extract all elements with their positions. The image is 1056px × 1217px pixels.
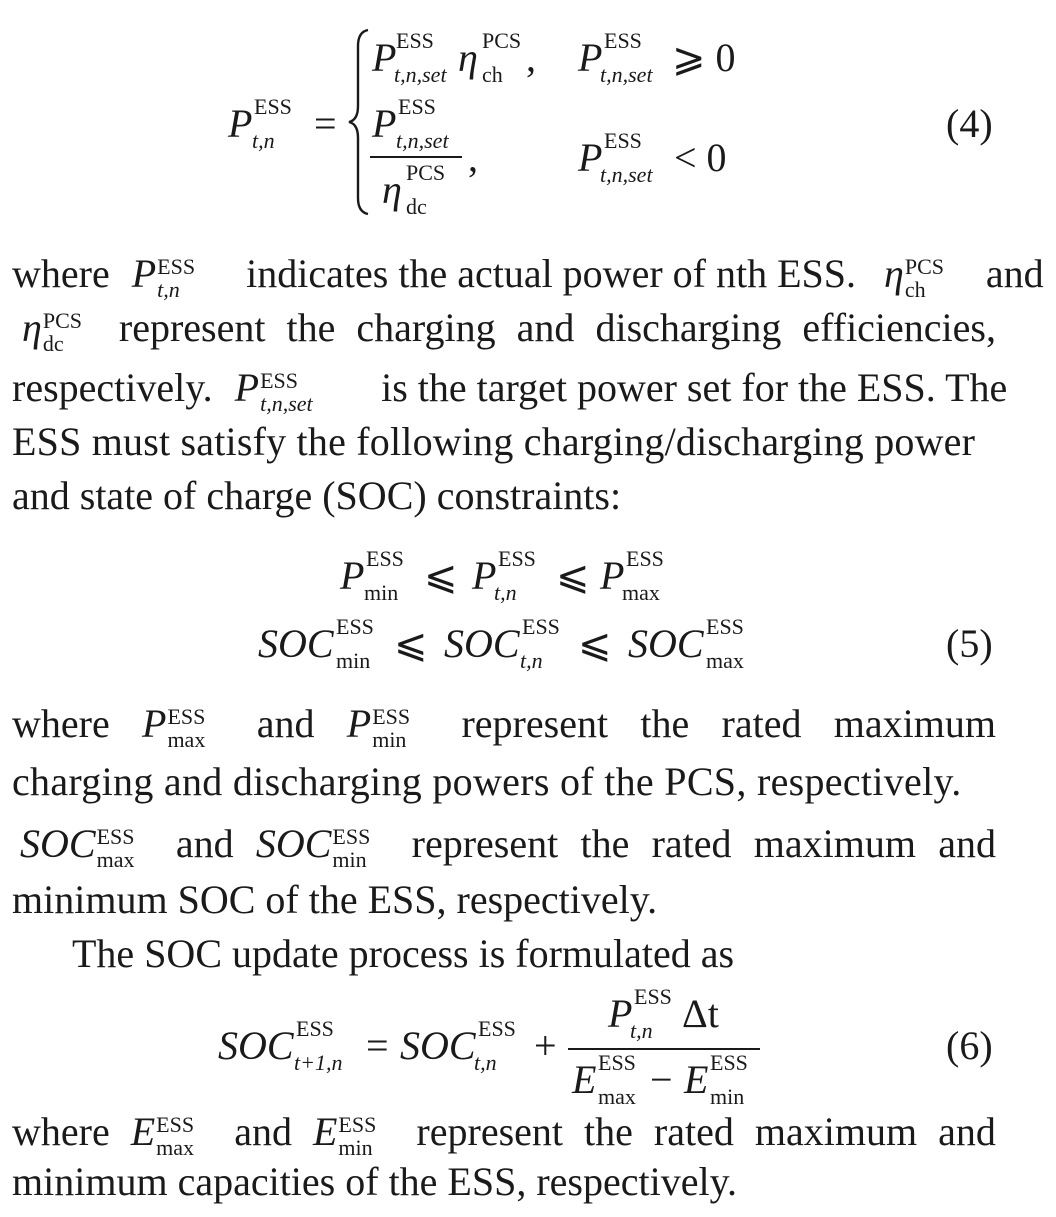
symbol-sub: t,n	[157, 276, 180, 302]
eq6-lhs-sup: ESS	[296, 1016, 334, 1041]
eq4-case1-cond-sup: ESS	[604, 28, 642, 53]
word: and	[938, 1109, 996, 1154]
eq5-r1-c-sub: max	[622, 580, 660, 605]
symbol-base: P	[131, 251, 157, 296]
eq6-plus: +	[534, 1023, 557, 1068]
word: and	[256, 701, 315, 746]
eq4-case2-cond-op: < 0	[674, 135, 727, 180]
symbol-sup: ESS	[96, 823, 135, 849]
eq4-eta-dc-sup: PCS	[406, 160, 446, 185]
eq5-r1-op1: ⩽	[424, 553, 458, 598]
symbol-sub: max	[156, 1134, 195, 1160]
para1-line-2	[12, 304, 996, 356]
equation-number-4: (4)	[946, 101, 993, 146]
eq4-case1-symbol: P	[372, 35, 397, 80]
word: charging	[356, 305, 496, 350]
eq6-den-E-min: E	[684, 1057, 709, 1102]
eq6-lhs: SOC	[218, 1023, 294, 1068]
eq5-r2-a: SOC	[258, 621, 334, 666]
word: rated	[721, 701, 802, 746]
eq6-equals: =	[366, 1023, 389, 1068]
eq6-rhs-soc: SOC	[400, 1023, 476, 1068]
eq6-den-b-sup: ESS	[710, 1050, 748, 1075]
word: maximum	[754, 1109, 918, 1154]
eq5-r2-c-sup: ESS	[706, 614, 744, 639]
symbol-sub: ch	[904, 276, 926, 302]
eq4-lhs-symbol: P	[228, 101, 253, 146]
symbol-base: η	[22, 305, 42, 350]
eq4-eta-ch-sub: ch	[482, 62, 503, 87]
eq4-lhs-sub: t,n	[252, 128, 275, 153]
left-brace-icon	[346, 28, 372, 216]
inline-symbol-P-max	[142, 700, 206, 752]
eq4-eta-dc-sub: dc	[406, 194, 427, 219]
symbol-sub: min	[338, 1134, 373, 1160]
symbol-base: P	[142, 701, 167, 746]
para1-line-1	[12, 250, 1044, 302]
symbol-sup: PCS	[904, 253, 944, 279]
word: the	[584, 1109, 633, 1154]
inline-symbol-P-tn	[131, 250, 196, 302]
eq4-case2-num-sup: ESS	[398, 94, 436, 119]
eq6-delta-t: Δt	[682, 991, 719, 1036]
symbol-sub: t,n,set	[260, 390, 313, 416]
para2-line-4: minimum SOC of the ESS, respectively.	[12, 877, 658, 922]
word: and	[516, 305, 575, 350]
eq5-r2-a-sup: ESS	[336, 614, 374, 639]
eq5-r1-c: P	[600, 553, 625, 598]
symbol-sup: ESS	[338, 1111, 377, 1137]
word: represent	[411, 821, 559, 866]
word: rated	[651, 821, 732, 866]
symbol-base: E	[312, 1109, 338, 1154]
eq5-r1-b-sub: t,n	[494, 580, 517, 605]
symbol-sup: ESS	[372, 703, 411, 729]
eq4-case1-cond-op: ⩾ 0	[672, 35, 736, 80]
symbol-base: P	[234, 365, 260, 410]
eq5-r2-b-sup: ESS	[522, 614, 560, 639]
symbol-sup: ESS	[332, 823, 371, 849]
eq4-case2-cond-sup: ESS	[604, 128, 642, 153]
inline-symbol-eta-ch	[884, 250, 944, 302]
eq6-lhs-sub: t+1,n	[294, 1050, 343, 1075]
eq4-eta-dc: η	[382, 167, 402, 212]
para1-line-3	[12, 364, 1008, 416]
word: rated	[653, 1109, 734, 1154]
symbol-sup: ESS	[167, 703, 206, 729]
para1-line-5: and state of charge (SOC) constraints:	[12, 473, 622, 518]
inline-symbol-P-tnset	[234, 364, 313, 416]
symbol-sup: ESS	[260, 367, 299, 393]
eq6-rhs-soc-sub: t,n	[474, 1050, 497, 1075]
eq5-r1-a: P	[340, 553, 365, 598]
eq4-case2-cond-sub: t,n,set	[600, 162, 653, 187]
inline-symbol-E-max	[130, 1108, 195, 1160]
para3-line-2: minimum capacities of the ESS, respectively.	[12, 1159, 737, 1204]
word: and	[175, 821, 234, 866]
symbol-base: SOC	[255, 821, 332, 866]
eq4-case2-comma: ,	[468, 135, 478, 180]
word: respectively.	[12, 365, 213, 410]
eq4-equals: =	[314, 101, 337, 146]
eq6-num-P: P	[608, 991, 633, 1036]
eq6-den-a-sup: ESS	[598, 1050, 636, 1075]
eq5-r2-c: SOC	[628, 621, 704, 666]
word: efficiencies,	[802, 305, 996, 350]
eq6-num-sub: t,n	[630, 1018, 653, 1043]
eq5-r2-op1: ⩽	[394, 621, 428, 666]
eq5-r2-c-sub: max	[706, 648, 744, 673]
sentence: indicates the actual power of nth ESS.	[246, 251, 856, 296]
eq4-lhs-sup: ESS	[254, 94, 292, 119]
inline-symbol-eta-dc	[22, 304, 82, 356]
para1-line-4: ESS must satisfy the following charging/discharging power	[12, 419, 976, 464]
eq4-case1-cond-symbol: P	[578, 35, 603, 80]
word: maximum	[753, 821, 916, 866]
para2-line-1	[12, 700, 996, 752]
eq4-case1-cond-sub: t,n,set	[600, 62, 653, 87]
word: the	[580, 821, 630, 866]
inline-symbol-E-min	[312, 1108, 377, 1160]
eq5-r1-b: P	[472, 553, 497, 598]
word: maximum	[833, 701, 996, 746]
eq4-case2-num-symbol: P	[372, 101, 397, 146]
eq6-num-dt	[682, 991, 719, 1036]
word: represent	[416, 1109, 564, 1154]
eq5-r1-b-sup: ESS	[498, 546, 536, 571]
eq5-r1-a-sup: ESS	[366, 546, 404, 571]
para3-line-1	[12, 1108, 996, 1160]
symbol-sup: ESS	[157, 253, 196, 279]
symbol-sub: max	[167, 726, 206, 752]
sentence: is the target power set for the ESS. The	[381, 365, 1008, 410]
eq6-den-minus: −	[650, 1057, 673, 1102]
eq5-r1-op2: ⩽	[556, 553, 590, 598]
symbol-base: E	[130, 1109, 156, 1154]
eq4-case1-comma: ,	[526, 35, 536, 80]
eq4-eta-ch: η	[458, 35, 478, 80]
para2-line-2: charging and discharging powers of the PCS, respectively.	[12, 759, 962, 804]
symbol-sub: max	[96, 846, 135, 872]
symbol-sub: dc	[42, 330, 64, 356]
eq5-r2-a-sub: min	[336, 648, 371, 673]
word: represent	[118, 305, 266, 350]
symbol-base: η	[884, 251, 904, 296]
eq6-rhs-soc-sup: ESS	[478, 1016, 516, 1041]
symbol-base: P	[346, 701, 372, 746]
eq4-eta-ch-sup: PCS	[482, 28, 522, 53]
inline-symbol-SOC-min	[255, 820, 371, 872]
inline-symbol-SOC-max	[20, 820, 135, 872]
word: the	[286, 305, 336, 350]
word: represent	[461, 701, 609, 746]
para2-line-3	[12, 820, 996, 872]
equation-number-5: (5)	[946, 621, 993, 666]
word: and	[234, 1109, 292, 1154]
eq6-den-E-max: E	[572, 1057, 597, 1102]
word: where	[12, 1109, 110, 1154]
eq4-case1-sup: ESS	[396, 28, 434, 53]
word: where	[12, 701, 110, 746]
word: and	[938, 821, 996, 866]
word: and	[985, 251, 1044, 296]
symbol-sup: PCS	[42, 307, 82, 333]
word: where	[12, 251, 110, 296]
equation-number-6: (6)	[946, 1023, 993, 1068]
inline-symbol-P-min	[346, 700, 411, 752]
eq4-fraction-bar	[370, 156, 462, 158]
symbol-sub: min	[372, 726, 407, 752]
symbol-sup: ESS	[156, 1111, 195, 1137]
eq4-case1-sub: t,n,set	[394, 62, 447, 87]
para2-line-5: The SOC update process is formulated as	[72, 931, 735, 976]
symbol-base: SOC	[20, 821, 96, 866]
eq5-r1-c-sup: ESS	[626, 546, 664, 571]
eq6-num-sup: ESS	[634, 984, 672, 1009]
eq6-den-a-sub: max	[598, 1084, 636, 1109]
eq5-r2-op2: ⩽	[578, 621, 612, 666]
eq4-case2-num-sub: t,n,set	[396, 128, 449, 153]
eq5-r1-a-sub: min	[364, 580, 399, 605]
eq5-r2-b-sub: t,n	[520, 648, 543, 673]
eq6-den-b-sub: min	[710, 1084, 745, 1109]
eq4-case2-cond-symbol: P	[578, 135, 603, 180]
symbol-sub: min	[332, 846, 367, 872]
eq5-r2-b: SOC	[444, 621, 520, 666]
word: the	[640, 701, 690, 746]
word: discharging	[595, 305, 782, 350]
